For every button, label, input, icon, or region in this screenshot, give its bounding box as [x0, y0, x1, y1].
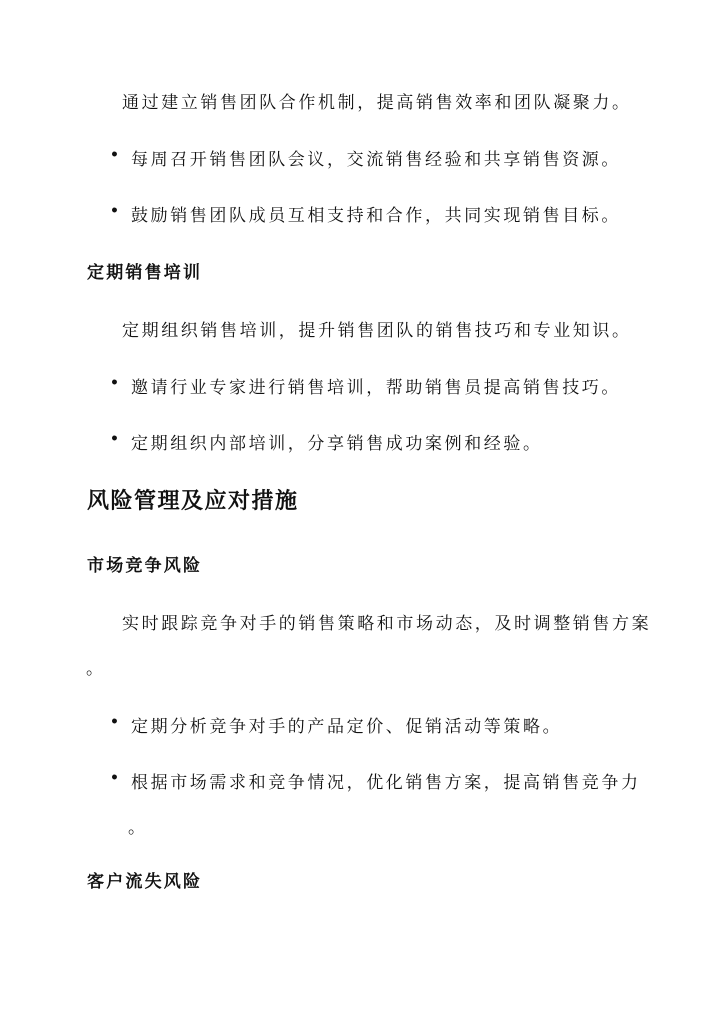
bullet-item-competitor-analysis: 定期分析竞争对手的产品定价、促销活动等策略。 [131, 717, 563, 737]
paragraph-competition-tracking: 实时跟踪竞争对手的销售策略和市场动态，及时调整销售方案 [122, 614, 652, 634]
bullet-marker: • [110, 770, 119, 786]
section-heading-market-competition: 市场竞争风险 [87, 556, 203, 576]
bullet-marker: • [110, 431, 119, 447]
paragraph-training: 定期组织销售培训，提升销售团队的销售技巧和专业知识。 [122, 321, 632, 341]
section-heading-customer-churn: 客户流失风险 [87, 872, 203, 892]
paragraph-team-cooperation: 通过建立销售团队合作机制，提高销售效率和团队凝聚力。 [122, 93, 632, 113]
paragraph-continuation: 。 [86, 659, 106, 679]
bullet-item-weekly-meeting: 每周召开销售团队会议，交流销售经验和共享销售资源。 [131, 150, 621, 170]
bullet-marker: • [110, 375, 119, 391]
section-heading-risk-management: 风险管理及应对措施 [87, 488, 299, 514]
bullet-continuation: 。 [128, 818, 148, 838]
bullet-marker: • [110, 147, 119, 163]
section-heading-sales-training: 定期销售培训 [87, 263, 203, 283]
bullet-item-mutual-support: 鼓励销售团队成员互相支持和合作，共同实现销售目标。 [131, 206, 621, 226]
bullet-marker: • [110, 203, 119, 219]
bullet-marker: • [110, 714, 119, 730]
bullet-item-expert-training: 邀请行业专家进行销售培训，帮助销售员提高销售技巧。 [131, 378, 621, 398]
bullet-item-optimize-plan: 根据市场需求和竞争情况，优化销售方案，提高销售竞争力 [131, 773, 641, 793]
bullet-item-internal-training: 定期组织内部培训，分享销售成功案例和经验。 [131, 434, 543, 454]
